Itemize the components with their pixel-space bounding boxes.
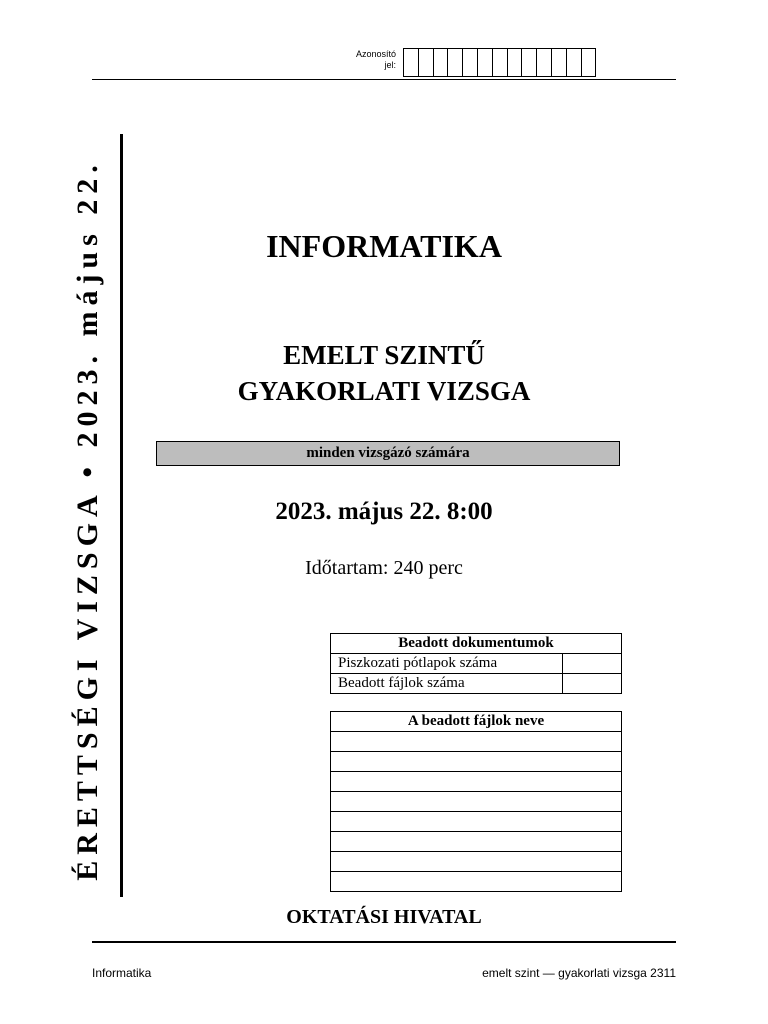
submitted-files-table xyxy=(330,711,622,892)
submitted-documents-table xyxy=(330,633,622,694)
table-row xyxy=(331,872,622,892)
page-title: INFORMATIKA xyxy=(266,228,502,264)
id-label xyxy=(336,49,396,71)
id-box-cell[interactable] xyxy=(404,49,419,76)
id-box-cell[interactable] xyxy=(478,49,493,76)
docs-row-label: Piszkozati pótlapok száma xyxy=(331,654,563,674)
table-row xyxy=(331,792,622,812)
footer-subject: Informatika xyxy=(92,966,152,980)
issuer-name: OKTATÁSI HIVATAL xyxy=(286,906,482,928)
table-row xyxy=(331,832,622,852)
table-row xyxy=(331,772,622,792)
id-box-cell[interactable] xyxy=(434,49,449,76)
id-box-cell[interactable] xyxy=(419,49,434,76)
docs-table-header: Beadott dokumentumok xyxy=(331,634,622,654)
id-box-cell[interactable] xyxy=(448,49,463,76)
subtitle-line2: GYAKORLATI VIZSGA xyxy=(237,376,531,406)
file-name-field[interactable] xyxy=(331,772,622,792)
id-input-boxes[interactable] xyxy=(403,48,596,77)
spine-rule xyxy=(120,134,123,897)
file-name-field[interactable] xyxy=(331,872,622,892)
id-label-line1: Azonosító xyxy=(355,49,396,59)
file-name-field[interactable] xyxy=(331,852,622,872)
file-name-field[interactable] xyxy=(331,812,622,832)
footer-exam-info: emelt szint — gyakorlati vizsga 2311 xyxy=(482,966,676,980)
header-rule xyxy=(92,79,676,80)
id-box-cell[interactable] xyxy=(463,49,478,76)
footer-rule xyxy=(92,941,676,943)
file-name-field[interactable] xyxy=(331,732,622,752)
id-box-cell[interactable] xyxy=(522,49,537,76)
id-label-line2: jel: xyxy=(384,60,396,70)
file-name-field[interactable] xyxy=(331,792,622,812)
id-box-cell[interactable] xyxy=(508,49,523,76)
id-box-cell[interactable] xyxy=(537,49,552,76)
table-row xyxy=(331,812,622,832)
docs-row-value-field[interactable] xyxy=(563,674,622,694)
exam-date: 2023. május 22. 8:00 xyxy=(275,498,493,525)
spine-title: ÉRETTSÉGI VIZSGA • 2023. május 22. xyxy=(71,159,104,881)
files-table-header: A beadott fájlok neve xyxy=(331,712,622,732)
file-name-field[interactable] xyxy=(331,752,622,772)
table-row xyxy=(331,674,622,694)
id-box-cell[interactable] xyxy=(567,49,582,76)
subtitle-line1: EMELT SZINTŰ xyxy=(283,340,485,370)
table-row xyxy=(331,732,622,752)
docs-row-value-field[interactable] xyxy=(563,654,622,674)
table-row xyxy=(331,752,622,772)
audience-band: minden vizsgázó számára xyxy=(156,441,620,466)
table-row xyxy=(331,654,622,674)
table-row xyxy=(331,852,622,872)
exam-duration: Időtartam: 240 perc xyxy=(305,557,463,579)
id-box-cell[interactable] xyxy=(552,49,567,76)
id-box-cell[interactable] xyxy=(582,49,597,76)
id-box-cell[interactable] xyxy=(493,49,508,76)
file-name-field[interactable] xyxy=(331,832,622,852)
docs-row-label: Beadott fájlok száma xyxy=(331,674,563,694)
